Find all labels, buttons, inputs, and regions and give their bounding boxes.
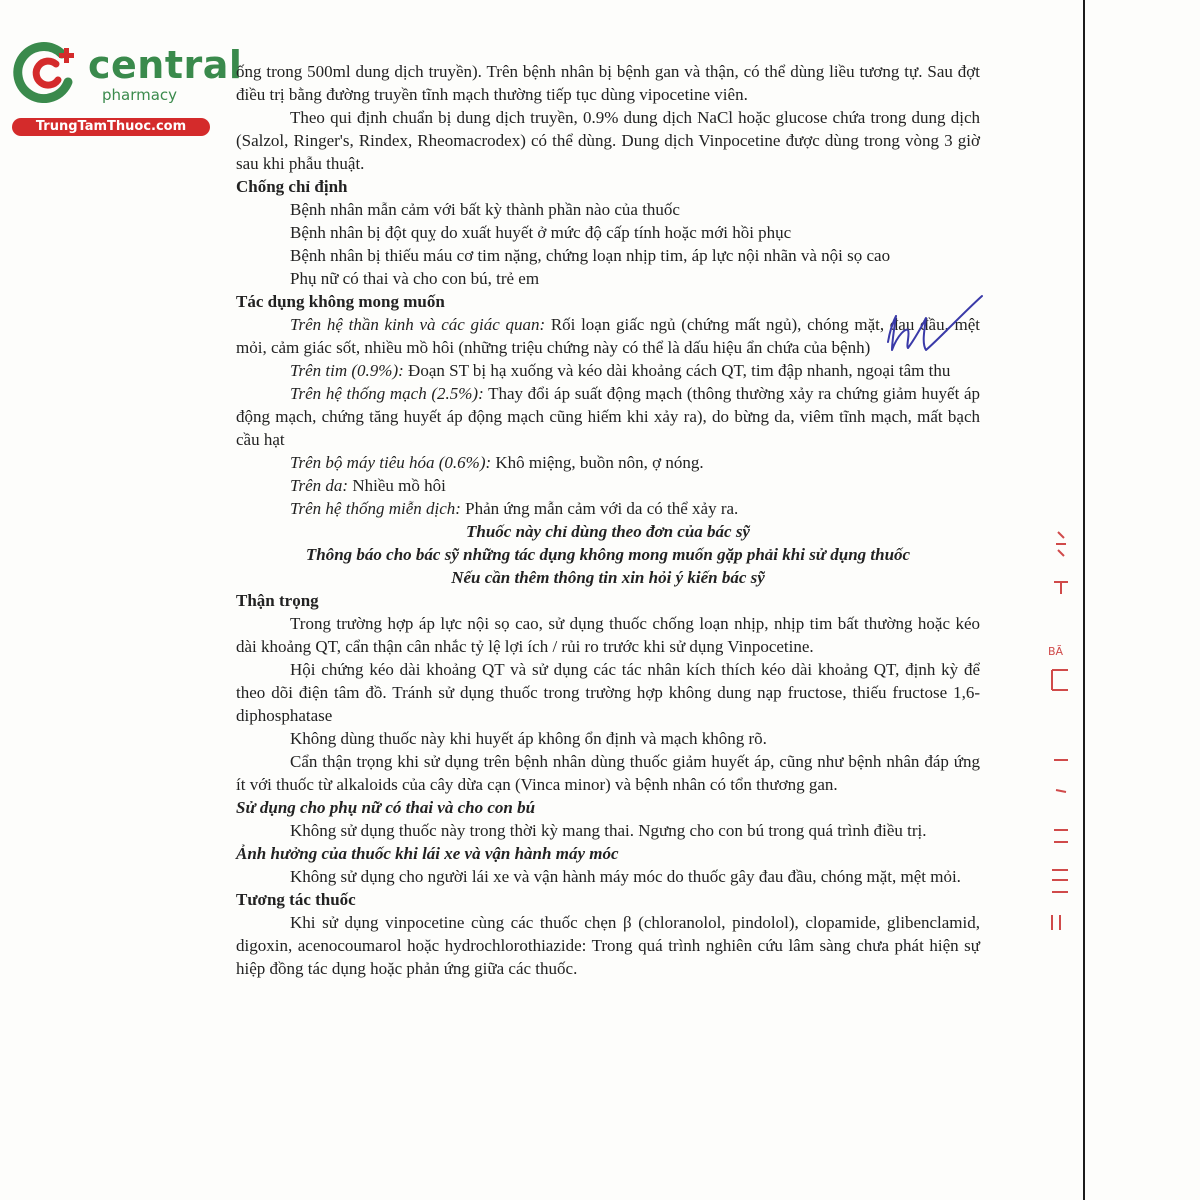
side-effect-text: Phản ứng mẫn cảm với da có thể xảy ra. — [460, 499, 739, 518]
paragraph-dosage: ống trong 500ml dung dịch truyền). Trên bệnh nhân bị bệnh gan và thận, có thể dùng liều tương tự. Sau đợt điều trị bằng đường truyền tĩnh mạch thường tiếp tục dùng vipocetine viên. — [236, 62, 980, 104]
side-effect-text: Rối loạn giấc ngủ (chứng mất ngủ), chóng mặt, đau đầu, mệt mỏi, cảm giác sốt, nhiều mồ hôi (những triệu chứng này có thể là dấu hiệu ẩn chứa của bệnh) — [236, 315, 981, 357]
heading-interactions: Tương tác thuốc — [236, 890, 356, 909]
handwritten-signature-icon — [880, 290, 990, 370]
contraindication-item: Phụ nữ có thai và cho con bú, trẻ em — [290, 269, 540, 288]
side-effect-nervous — [236, 313, 980, 359]
pharmacy-cross-logo-icon — [12, 38, 82, 108]
side-effect-vascular — [236, 382, 980, 451]
side-effect-text: Khô miệng, buồn nôn, ợ nóng. — [491, 453, 704, 472]
side-effect-label: Trên hệ thống mạch (2.5%): — [290, 384, 484, 403]
stamp-text: BÃ — [1048, 645, 1064, 658]
side-effect-text: Thay đổi áp suất động mạch (thông thường xảy ra chứng giảm huyết áp động mạch, chứng tăng huyết áp động mạch cũng hiếm khi xảy ra), do bừng da, viêm tĩnh mạch, mất bạch cầu hạt — [236, 384, 980, 449]
side-effect-skin — [236, 474, 980, 497]
brand-name: central — [88, 43, 243, 87]
interactions-text: Khi sử dụng vinpocetine cùng các thuốc chẹn β (chloranolol, pindolol), clopamide, glibenclamid, digoxin, acenocoumarol hoặc hydrochlorothiazide: Trong quá trình nghiên cứu lâm sàng chưa phát hiện sự hiệp đồng tác dụng hoặc phản ứng giữa các thuốc. — [236, 913, 980, 978]
side-effect-heart — [236, 359, 980, 382]
driving-text: Không sử dụng cho người lái xe và vận hành máy móc do thuốc gây đau đầu, chóng mặt, mệt mỏi. — [290, 867, 961, 886]
side-effect-digestive — [236, 451, 980, 474]
side-effect-label: Trên hệ thần kinh và các giác quan: — [290, 315, 546, 334]
brand-subtitle: pharmacy — [102, 86, 178, 104]
heading-precautions: Thận trọng — [236, 591, 319, 610]
contraindication-item: Bệnh nhân bị thiếu máu cơ tim nặng, chứng loạn nhịp tim, áp lực nội nhãn và nội sọ cao — [290, 246, 891, 265]
heading-contraindications: Chống chỉ định — [236, 177, 348, 196]
side-effect-label: Trên bộ máy tiêu hóa (0.6%): — [290, 453, 492, 472]
side-effect-label: Trên tim (0.9%): — [290, 361, 404, 380]
side-effect-text: Đoạn ST bị hạ xuống và kéo dài khoảng cách QT, tim đập nhanh, ngoại tâm thu — [403, 361, 951, 380]
precaution-item: Không dùng thuốc này khi huyết áp không ổn định và mạch không rõ. — [290, 729, 767, 748]
heading-driving: Ảnh hưởng của thuốc khi lái xe và vận hành máy móc — [236, 844, 619, 863]
central-pharmacy-logo[interactable] — [12, 38, 243, 138]
page-edge-rule — [1083, 0, 1085, 1200]
side-effect-label: Trên da: — [290, 476, 349, 495]
heading-pregnancy: Sử dụng cho phụ nữ có thai và cho con bú — [236, 798, 536, 817]
precaution-item: Trong trường hợp áp lực nội sọ cao, sử dụng thuốc chống loạn nhịp, nhịp tim bất thường hoặc kéo dài khoảng QT, cẩn thận cân nhắc tỷ lệ lợi ích / rủi ro trước khi sử dụng Vinpocetine. — [236, 614, 980, 656]
precaution-item: Hội chứng kéo dài khoảng QT và sử dụng các tác nhân kích thích kéo dài khoảng QT, định kỳ để theo dõi điện tâm đồ. Tránh sử dụng thuốc trong trường hợp không dung nạp fructose, thiếu fructose 1,6-diphosphatase — [236, 660, 980, 725]
side-effect-immune — [236, 497, 980, 520]
red-stamp-mark-icon — [1040, 520, 1080, 940]
side-effect-text: Nhiều mồ hôi — [348, 476, 446, 495]
heading-side-effects: Tác dụng không mong muốn — [236, 292, 445, 311]
brand-url-banner[interactable]: TrungTamThuoc.com — [12, 118, 210, 136]
notice-prescription-only: Thuốc này chỉ dùng theo đơn của bác sỹ — [466, 522, 750, 541]
precaution-item: Cẩn thận trọng khi sử dụng trên bệnh nhân dùng thuốc giảm huyết áp, cũng như bệnh nhân đáp ứng ít với thuốc từ alkaloids của cây dừa cạn (Vinca minor) và bệnh nhân có tổn thương gan. — [236, 752, 980, 794]
pregnancy-text: Không sử dụng thuốc này trong thời kỳ mang thai. Ngưng cho con bú trong quá trình điều trị. — [290, 821, 927, 840]
notice-ask-doctor: Nếu cần thêm thông tin xin hỏi ý kiến bác sỹ — [451, 568, 765, 587]
notice-report-side-effects: Thông báo cho bác sỹ những tác dụng không mong muốn gặp phải khi sử dụng thuốc — [305, 545, 911, 564]
contraindication-item: Bệnh nhân bị đột quỵ do xuất huyết ở mức độ cấp tính hoặc mới hồi phục — [290, 223, 792, 242]
document-body — [236, 60, 980, 980]
contraindication-item: Bệnh nhân mẫn cảm với bất kỳ thành phần nào của thuốc — [290, 200, 680, 219]
paragraph-infusion: Theo qui định chuẩn bị dung dịch truyền, 0.9% dung dịch NaCl hoặc glucose chứa trong dung dịch (Salzol, Ringer's, Rindex, Rheomacrodex) có thể dùng. Dung dịch Vinpocetine được dùng trong vòng 3 giờ sau khi phẫu thuật. — [236, 108, 980, 173]
side-effect-label: Trên hệ thống miễn dịch: — [290, 499, 461, 518]
